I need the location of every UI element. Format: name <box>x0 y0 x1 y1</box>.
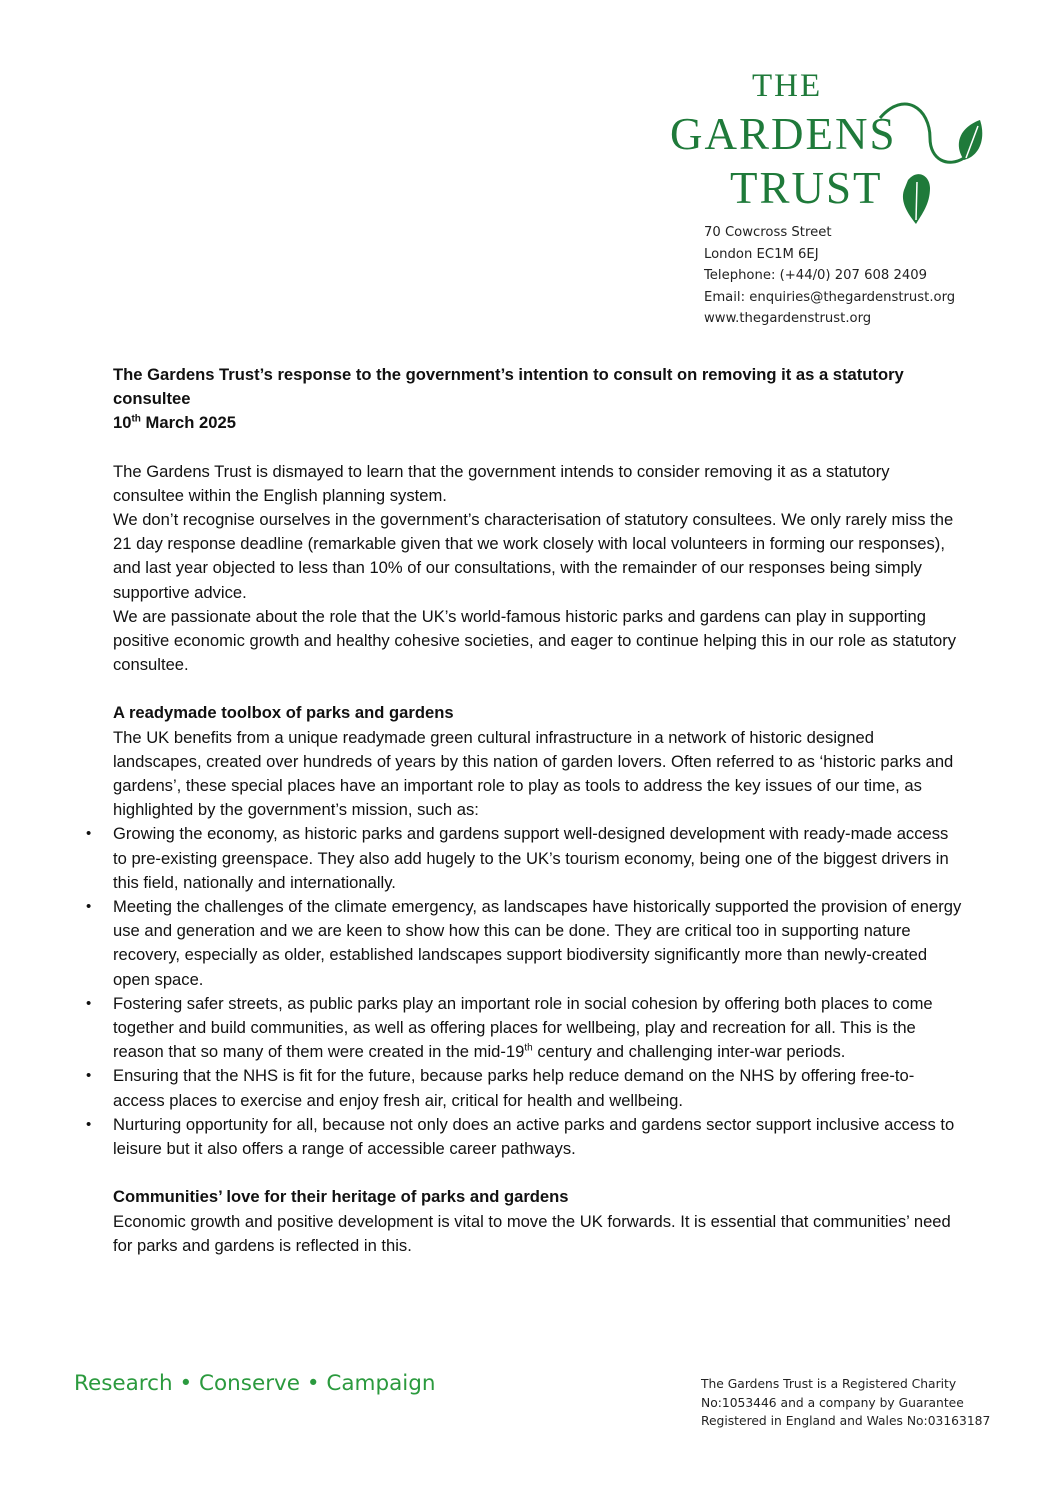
charity-line: No:1053446 and a company by Guarantee <box>701 1395 964 1410</box>
intro-paragraph: The Gardens Trust is dismayed to learn that the government intends to consider removing it as a statutory consultee within the English planning system. <box>113 461 890 505</box>
address-street: 70 Cowcross Street <box>704 225 832 240</box>
bullet-item: • Fostering safer streets, as public parks play an important role in social cohesion by offering both places to come together and build communities, as well as offering places for wellbeing, play and recreation for all. This is the reason that so many of them were created in the mid-19th century and challenging inter-war periods. <box>113 992 963 1065</box>
section-heading-toolbox: A readymade toolbox of parks and gardens <box>113 703 454 723</box>
section-body-communities: Economic growth and positive development is vital to move the UK forwards. It is essential that communities’ need for parks and gardens is reflected in this. <box>113 1211 951 1255</box>
address-website: www.thegardenstrust.org <box>704 311 872 326</box>
document-date: 10th March 2025 <box>113 413 236 433</box>
contact-address-block <box>704 222 955 330</box>
footer-charity-info <box>701 1375 990 1431</box>
charity-line: The Gardens Trust is a Registered Charity <box>701 1377 957 1391</box>
document-body <box>113 363 963 1258</box>
bullet-item: • Nurturing opportunity for all, because not only does an active parks and gardens sector support inclusive access to leisure but it also offers a range of accessible career pathways. <box>113 1113 963 1161</box>
footer-tagline: Research • Conserve • Campaign <box>74 1371 436 1396</box>
address-city: London EC1M 6EJ <box>704 246 819 262</box>
intro-paragraph: We don’t recognise ourselves in the government’s characterisation of statutory consultees. We only rarely miss the 21 day response deadline (remarkable given that we work closely with local volunteers in forming our responses), and last year objected to less than 10% of our consultations, with the remainder of our responses being simply supportive advice. <box>113 510 954 602</box>
section-heading-communities: Communities’ love for their heritage of parks and gardens <box>113 1187 569 1207</box>
address-email: Email: enquiries@thegardenstrust.org <box>704 289 956 305</box>
bullet-item: • Meeting the challenges of the climate emergency, as landscapes have historically supported the provision of energy use and generation and we are keen to show how this can be done. They are critical too in supporting nature recovery, especially as older, established landscapes support biodiversity significantly more than newly-created open space. <box>113 895 963 992</box>
section-body-toolbox: The UK benefits from a unique readymade green cultural infrastructure in a network of historic designed landscapes, created over hundreds of years by this nation of garden lovers. Often referred to as ‘historic parks and gardens’, these special places have an important role to play as tools to address the key issues of our time, as highlighted by the government’s mission, such as: <box>113 727 954 820</box>
leaf-icon <box>668 68 988 228</box>
logo-line-the: THE <box>752 68 823 104</box>
intro-paragraph: We are passionate about the role that the UK’s world-famous historic parks and gardens can play in supporting positive economic growth and healthy cohesive societies, and eager to continue helping this in our role as statutory consultee. <box>113 606 957 675</box>
mission-bullet-list <box>113 822 963 1161</box>
address-telephone: Telephone: (+44/0) 207 608 2409 <box>704 268 928 283</box>
bullet-item: • Ensuring that the NHS is fit for the future, because parks help reduce demand on the NHS by offering free-to-access places to exercise and enjoy fresh air, critical for health and wellbeing. <box>113 1064 963 1112</box>
logo-line-trust: TRUST <box>730 163 883 213</box>
logo-line-gardens: GARDENS <box>670 109 897 159</box>
document-title: The Gardens Trust’s response to the government’s intention to consult on removing it as a statutory consultee <box>113 365 904 409</box>
gardens-trust-logo <box>668 68 988 228</box>
bullet-item: • Growing the economy, as historic parks and gardens support well-designed development with ready-made access to pre-existing greenspace. They also add hugely to the UK’s tourism economy, being one of the biggest drivers in this field, nationally and internationally. <box>113 822 963 895</box>
charity-line: Registered in England and Wales No:03163187 <box>701 1414 991 1428</box>
